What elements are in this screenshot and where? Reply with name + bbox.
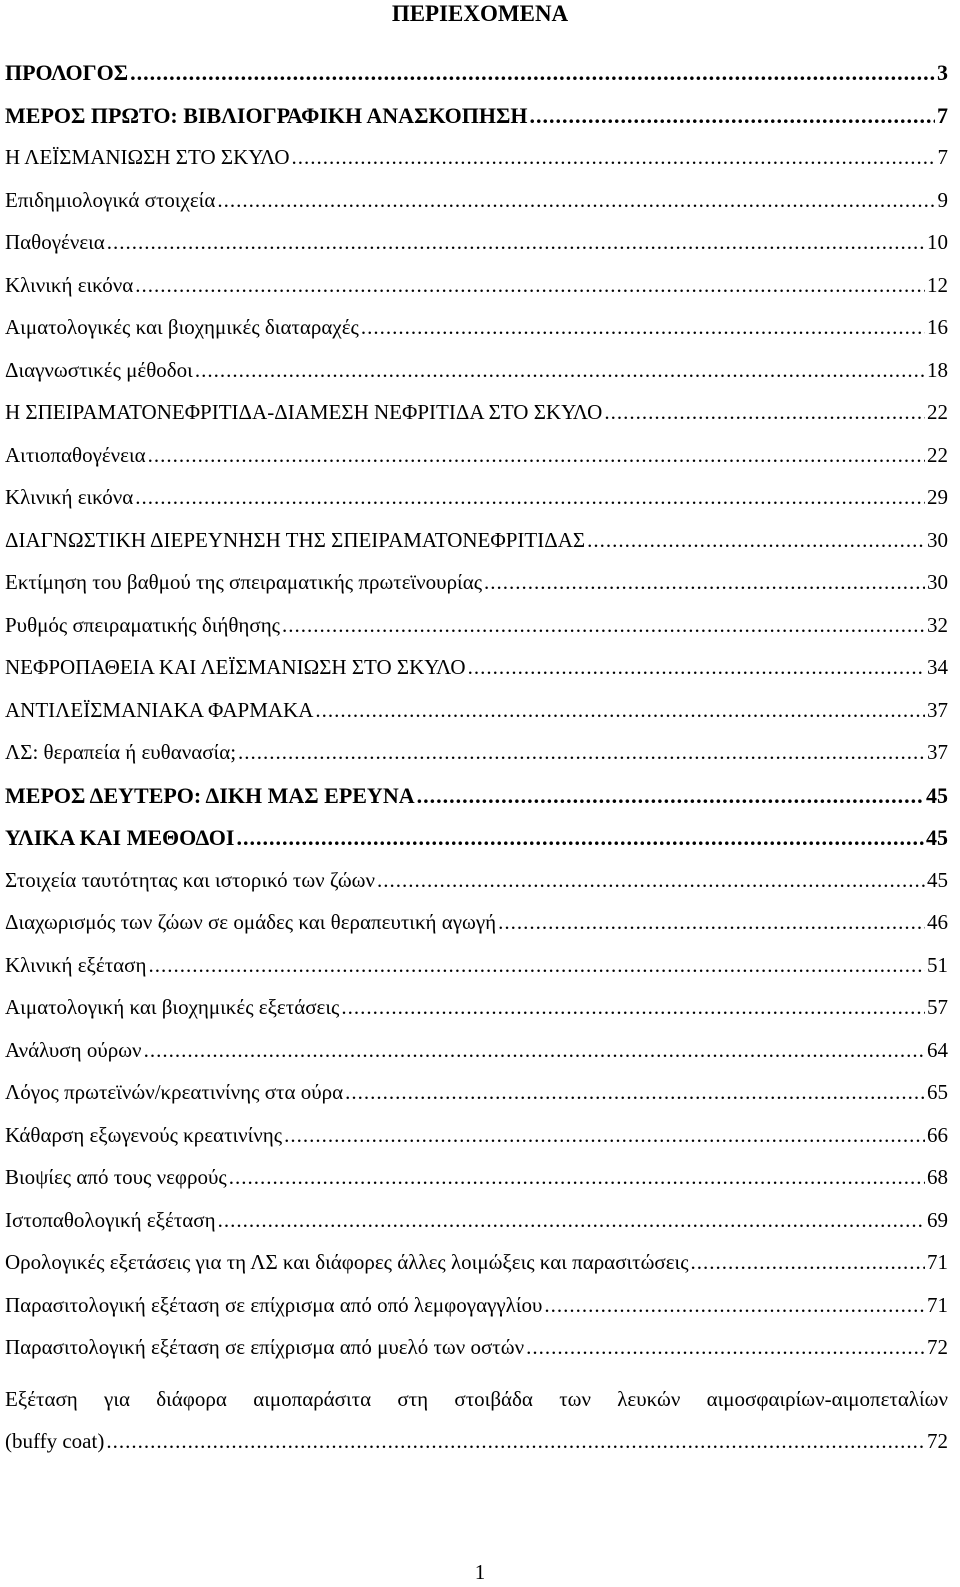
toc-entry-title: Η ΣΠΕΙΡΑΜΑΤΟΝΕΦΡΙΤΙΔΑ-ΔΙΑΜΕΣΗ ΝΕΦΡΙΤΙΔΑ ΣΤΟ ΣΚΥΛΟ	[5, 400, 603, 424]
dot-leader	[135, 485, 925, 510]
toc-entry-page: 29	[927, 485, 948, 509]
dot-leader	[417, 783, 924, 809]
toc-entry-title: Επιδημιολογικά στοιχεία	[5, 187, 216, 212]
toc-entry-page: 68	[927, 1165, 948, 1189]
dot-leader	[341, 995, 925, 1020]
dot-leader	[106, 1420, 925, 1462]
toc-entry[interactable]	[5, 1335, 948, 1378]
toc-entry[interactable]	[5, 528, 948, 571]
toc-entry[interactable]	[5, 358, 948, 401]
dot-leader	[148, 953, 925, 978]
toc-entry-title-end: (buffy coat)	[5, 1428, 105, 1453]
toc-entry-title: Παθογένεια	[5, 230, 105, 254]
dot-leader	[135, 273, 925, 298]
toc-entry-page: 66	[927, 1122, 948, 1147]
toc-entry[interactable]	[5, 655, 948, 698]
toc-entry[interactable]	[5, 1208, 948, 1251]
toc-entry[interactable]	[5, 953, 948, 996]
toc-entry-title: ΜΕΡΟΣ ΔΕΥΤΕΡΟ: ΔΙΚΗ ΜΑΣ ΕΡΕΥΝΑ	[5, 782, 415, 808]
dot-leader	[529, 103, 935, 129]
dot-leader	[195, 358, 925, 383]
toc-entry-title: Αιματολογικές και βιοχημικές διαταραχές	[5, 315, 359, 339]
toc-entry[interactable]	[5, 570, 948, 613]
toc-entry-page: 45	[926, 782, 948, 808]
toc-entry-title: Αιτιοπαθογένεια	[5, 442, 146, 467]
toc-entry[interactable]	[5, 1378, 948, 1462]
toc-entry-page: 32	[927, 612, 948, 637]
toc-entry-page: 69	[927, 1207, 948, 1232]
toc-entry-page: 64	[927, 1037, 948, 1062]
toc-entry-title: ΔΙΑΓΝΩΣΤΙΚΗ ΔΙΕΡΕΥΝΗΣΗ ΤΗΣ ΣΠΕΙΡΑΜΑΤΟΝΕΦΡΙΤΙΔΑΣ	[5, 527, 586, 552]
toc-entry-title: ΥΛΙΚΑ ΚΑΙ ΜΕΘΟΔΟΙ	[5, 825, 235, 850]
toc-entry-page: 45	[927, 867, 948, 892]
dot-leader	[130, 60, 935, 86]
toc-entry-title: ΛΣ: θεραπεία ή ευθανασία;	[5, 740, 237, 764]
toc-entry-page: 72	[927, 1335, 948, 1359]
dot-leader	[691, 1250, 925, 1275]
toc-entry-title: Διαγνωστικές μέθοδοι	[5, 357, 193, 382]
toc-entry-page: 51	[927, 952, 948, 977]
toc-entry-title: Λόγος πρωτεϊνών/κρεατινίνης στα ούρα	[5, 1080, 344, 1104]
dot-leader	[361, 315, 925, 340]
dot-leader	[236, 825, 924, 851]
toc-entry[interactable]	[5, 698, 948, 741]
dot-leader	[144, 1038, 925, 1063]
toc-entry-title: ΠΡΟΛΟΓΟΣ	[5, 60, 129, 85]
toc-entry[interactable]	[5, 443, 948, 486]
toc-entry[interactable]	[5, 825, 948, 868]
toc-entry-title: Αιματολογική και βιοχημικές εξετάσεις	[5, 995, 340, 1019]
dot-leader	[284, 1123, 925, 1148]
toc-entry[interactable]	[5, 400, 948, 443]
toc-entry-title: Ρυθμός σπειραματικής διήθησης	[5, 612, 280, 637]
toc-entry-title: Κάθαρση εξωγενούς κρεατινίνης	[5, 1122, 283, 1147]
dot-leader	[217, 188, 935, 213]
dot-leader	[107, 230, 925, 255]
dot-leader	[498, 910, 925, 935]
toc-entry-title: Κλινική εικόνα	[5, 485, 134, 509]
toc-entry[interactable]	[5, 188, 948, 231]
toc-entry-page: 57	[927, 995, 948, 1019]
toc-entry-page: 34	[927, 655, 948, 679]
toc-entry[interactable]	[5, 613, 948, 656]
toc-entry-title: Εξέταση για διάφορα αιμοπαράσιτα στη στοιβάδα των λευκών αιμοσφαιρίων-αιμοπεταλίων	[5, 1386, 948, 1411]
dot-leader	[484, 570, 925, 595]
toc-entry-title: ΜΕΡΟΣ ΠΡΩΤΟ: ΒΙΒΛΙΟΓΡΑΦΙΚΗ ΑΝΑΣΚΟΠΗΣΗ	[5, 102, 528, 128]
dot-leader	[218, 1208, 925, 1233]
toc-entry[interactable]	[5, 1123, 948, 1166]
toc-entry[interactable]	[5, 1165, 948, 1208]
toc-entry[interactable]	[5, 60, 948, 103]
dot-leader	[282, 613, 925, 638]
toc-entry-title: ΑΝΤΙΛΕΪΣΜΑΝΙΑΚΑ ΦΑΡΜΑΚΑ	[5, 697, 314, 722]
toc-entry-title: ΝΕΦΡΟΠΑΘΕΙΑ ΚΑΙ ΛΕΪΣΜΑΝΙΩΣΗ ΣΤΟ ΣΚΥΛΟ	[5, 655, 466, 679]
toc-entry-page: 65	[927, 1080, 948, 1104]
toc-entry[interactable]	[5, 103, 948, 146]
toc-entry[interactable]	[5, 783, 948, 826]
toc-entry-title: Βιοψίες από τους νεφρούς	[5, 1165, 227, 1189]
toc-entry-page: 71	[927, 1292, 948, 1317]
toc-entry-title: Ανάλυση ούρων	[5, 1037, 142, 1062]
toc-entry-page: 18	[927, 357, 948, 382]
toc-entry-title: Παρασιτολογική εξέταση σε επίχρισμα από μυελό των οστών	[5, 1335, 525, 1359]
toc-entry-page: 37	[927, 697, 948, 722]
toc-entry-page: 37	[927, 740, 948, 764]
toc-entry-title: Εκτίμηση του βαθμού της σπειραματικής πρωτεϊνουρίας	[5, 570, 483, 594]
toc-entry-title: Κλινική εξέταση	[5, 952, 147, 977]
toc-entry-page: 7	[937, 145, 948, 169]
dot-leader	[468, 655, 925, 680]
dot-leader	[604, 400, 925, 425]
toc-entry-page: 46	[927, 910, 948, 934]
toc-entry[interactable]	[5, 1080, 948, 1123]
toc-entry-page: 30	[927, 570, 948, 594]
toc-entry[interactable]	[5, 230, 948, 273]
toc-entry-page: 22	[927, 400, 948, 424]
dot-leader	[292, 145, 936, 170]
toc-entry-page: 16	[927, 315, 948, 339]
toc-entry[interactable]	[5, 1293, 948, 1336]
dot-leader	[148, 443, 925, 468]
dot-leader	[544, 1293, 925, 1318]
dot-leader	[377, 868, 925, 893]
toc-entry-page: 71	[927, 1250, 948, 1274]
toc-entry[interactable]	[5, 145, 948, 188]
dot-leader	[526, 1335, 925, 1360]
toc-entry-title: Κλινική εικόνα	[5, 272, 134, 297]
toc-entry-page: 9	[937, 187, 948, 212]
toc-entry-title: Ορολογικές εξετάσεις για τη ΛΣ και διάφορες άλλες λοιμώξεις και παρασιτώσεις	[5, 1250, 689, 1274]
toc-entry-title: Ιστοπαθολογική εξέταση	[5, 1207, 216, 1232]
dot-leader	[587, 528, 925, 553]
toc-entry[interactable]	[5, 1250, 948, 1293]
dot-leader	[315, 698, 925, 723]
toc-entry-continuation	[5, 1420, 948, 1462]
dot-leader	[345, 1080, 925, 1105]
toc-entry[interactable]	[5, 740, 948, 783]
toc-entry[interactable]	[5, 910, 948, 953]
dot-leader	[229, 1165, 925, 1190]
toc-entry-title: Η ΛΕΪΣΜΑΝΙΩΣΗ ΣΤΟ ΣΚΥΛΟ	[5, 145, 290, 169]
toc-entry[interactable]	[5, 273, 948, 316]
toc-entry-title: Διαχωρισμός των ζώων σε ομάδες και θεραπευτική αγωγή	[5, 910, 497, 934]
toc-entry-title: Στοιχεία ταυτότητας και ιστορικό των ζώων	[5, 867, 375, 892]
toc-entry-page: 7	[937, 102, 948, 128]
toc-entry-title: Παρασιτολογική εξέταση σε επίχρισμα από οπό λεμφογαγγλίου	[5, 1292, 543, 1317]
toc-entry[interactable]	[5, 485, 948, 528]
toc-entry-page: 72	[927, 1428, 948, 1453]
toc-entry-page: 22	[927, 442, 948, 467]
toc-entry[interactable]	[5, 995, 948, 1038]
dot-leader	[238, 740, 925, 765]
page-title: ΠΕΡΙΕΧΟΜΕΝΑ	[391, 1, 569, 26]
toc-entry[interactable]	[5, 868, 948, 911]
toc-entry[interactable]	[5, 315, 948, 358]
toc-entry-page: 12	[927, 272, 948, 297]
page-number: 1	[474, 1560, 486, 1584]
toc-entry[interactable]	[5, 1038, 948, 1081]
toc-entry-page: 30	[927, 527, 948, 552]
toc-entry-page: 45	[926, 825, 948, 850]
table-of-contents	[5, 60, 948, 1462]
toc-entry-page: 10	[927, 230, 948, 254]
toc-entry-page: 3	[937, 60, 948, 85]
